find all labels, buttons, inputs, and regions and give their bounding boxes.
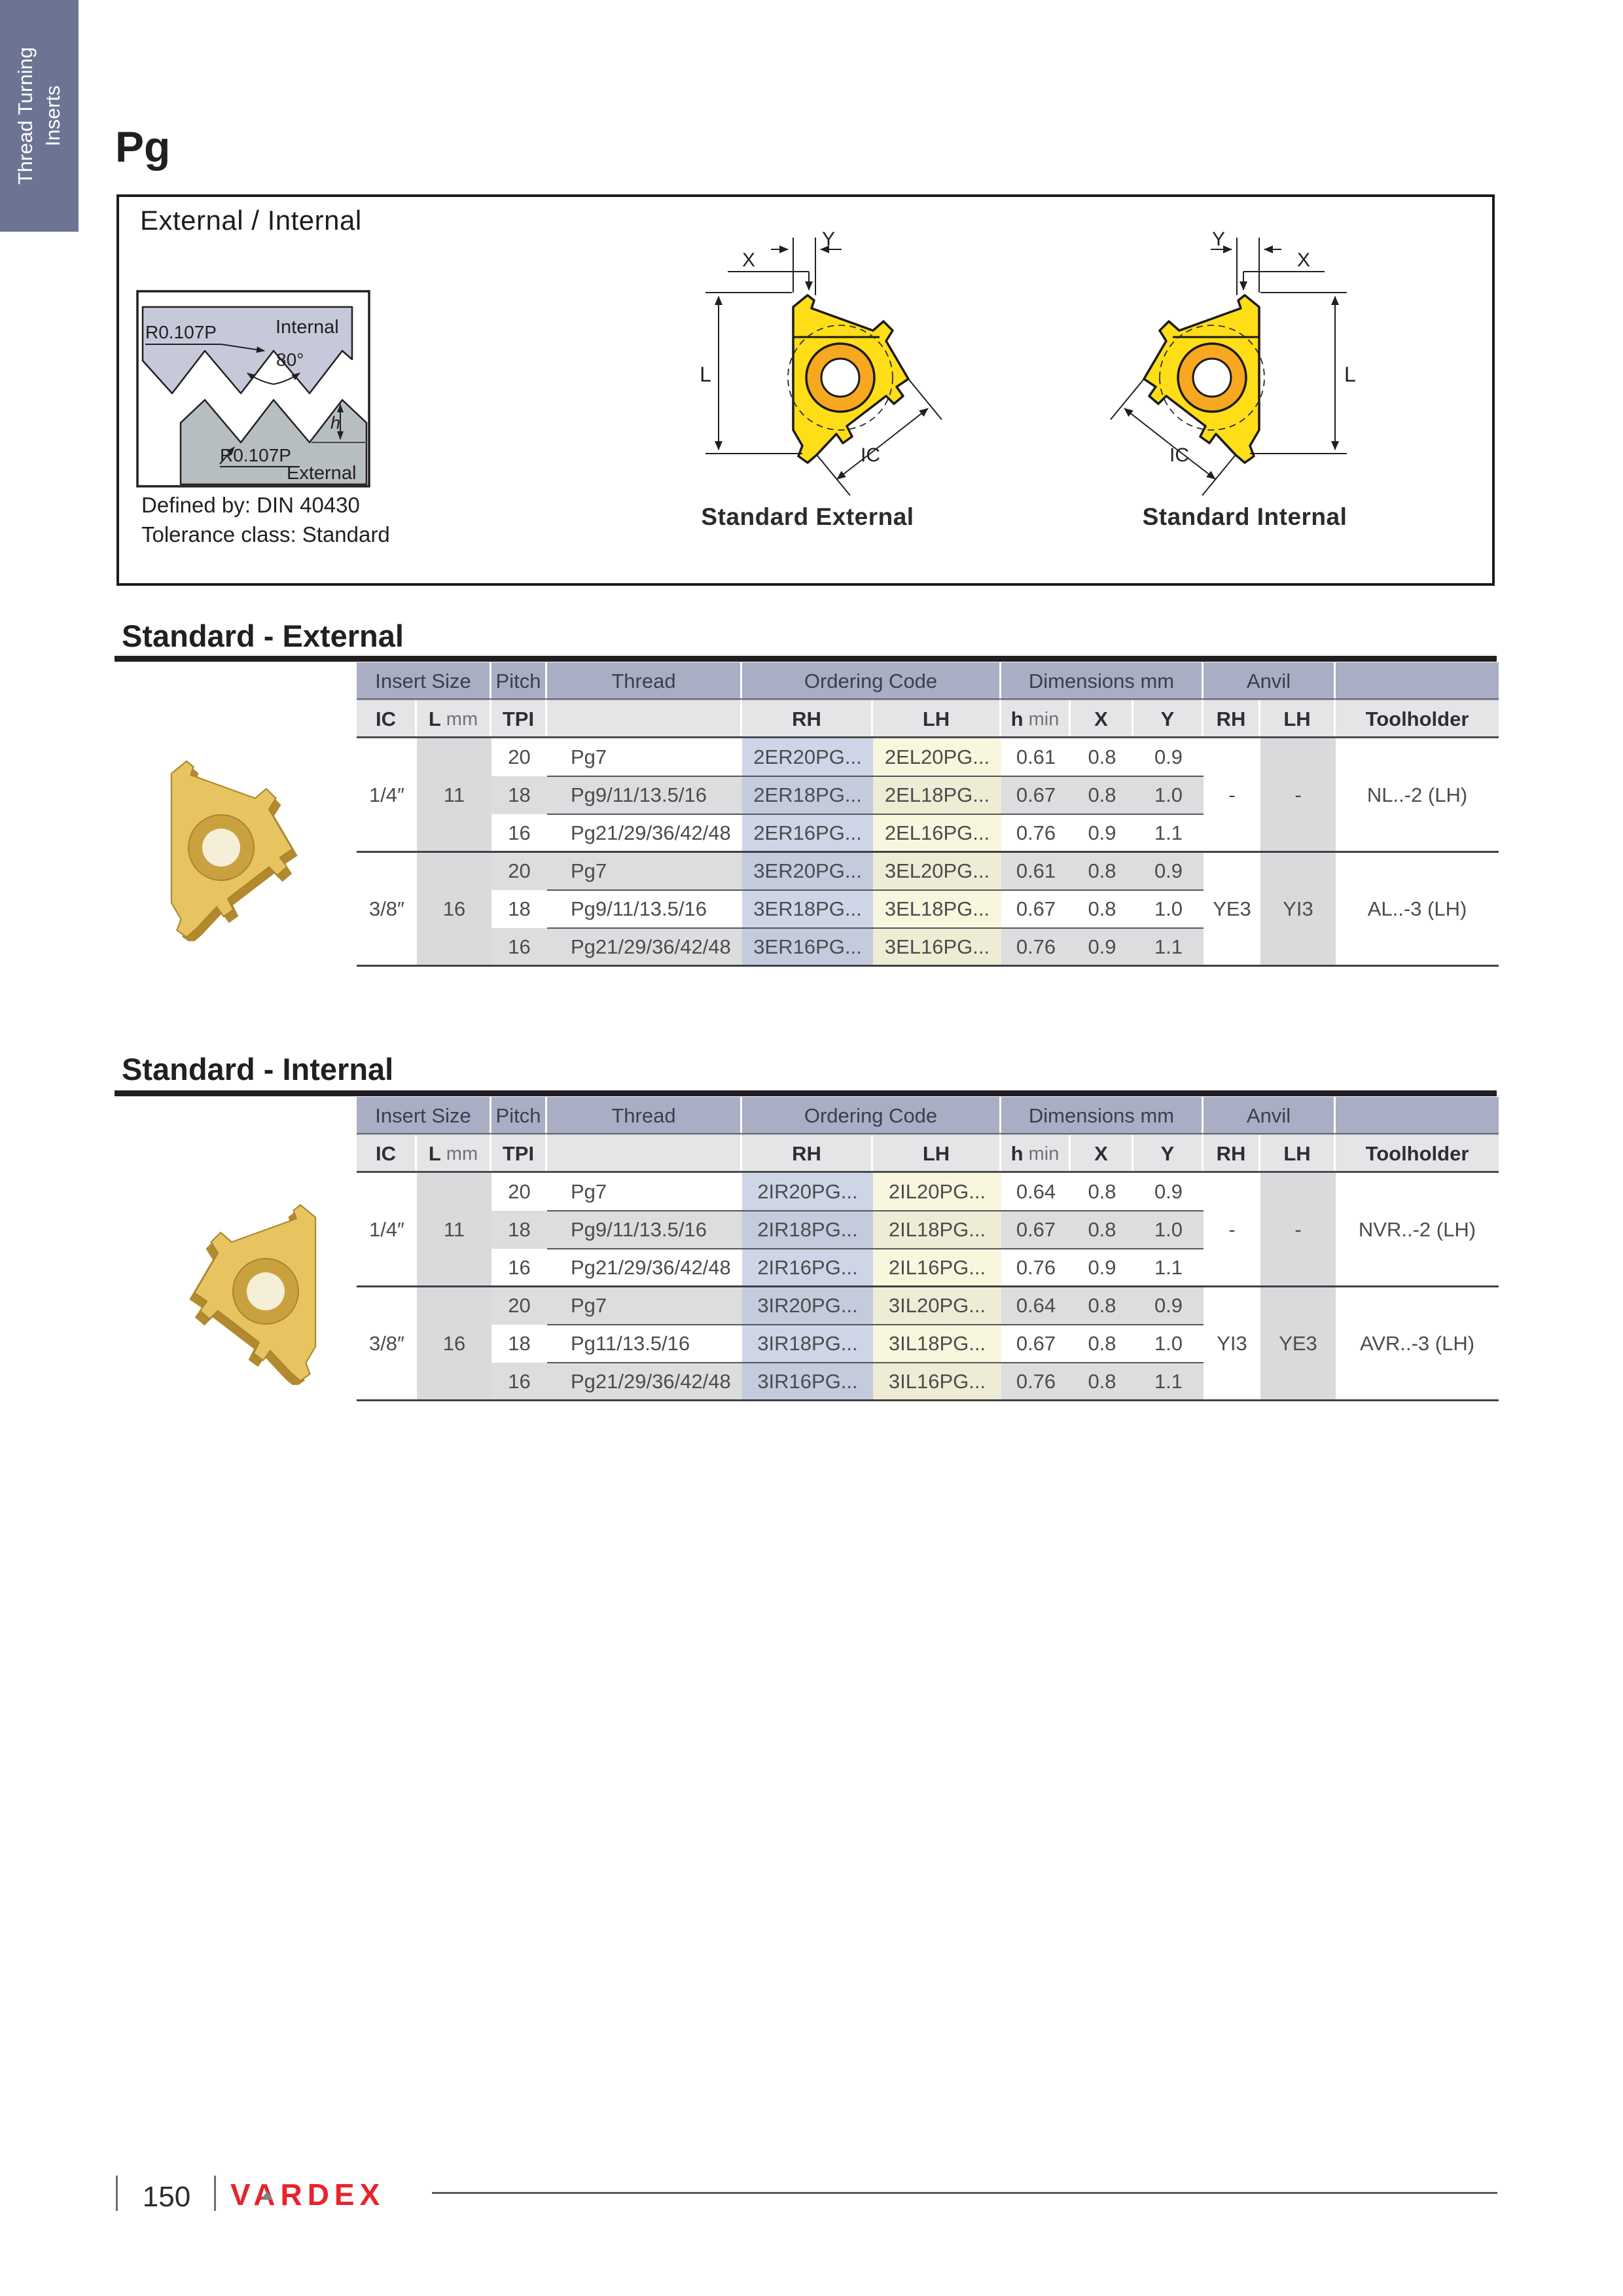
tpi-cell: 20 [491,1287,547,1325]
ordering-lh-cell: 2IL18PG... [873,1211,1001,1249]
thread-profile-diagram [136,290,370,488]
thread-cell: Pg9/11/13.5/16 [571,897,707,920]
internal-label: Internal [276,317,339,338]
ordering-lh-cell: 2IL20PG... [873,1173,1001,1211]
angle-label: 80° [276,350,304,370]
anvil-rh-cell: - [1228,1218,1236,1241]
ordering-rh-cell: 3IR18PG... [742,1325,873,1363]
standard-external-table [357,662,1499,967]
hmin-cell: 0.76 [1001,928,1071,966]
insert-photo-external [145,745,342,941]
y-cell: 1.0 [1154,897,1183,920]
subheader-x: X [1071,700,1133,738]
y-cell: 0.9 [1133,1287,1204,1325]
vardex-logo-triangle-icon [261,2191,273,2200]
section-title-external: Standard - External [122,619,404,653]
thread-cell: Pg7 [571,1180,607,1203]
thread-cell: Pg21/29/36/42/48 [547,928,742,966]
y-cell: 0.9 [1154,1180,1183,1203]
tpi-cell: 20 [508,1180,531,1203]
y-cell: 1.1 [1154,821,1183,844]
ordering-rh-cell: 2IR20PG... [742,1173,873,1211]
tpi-cell: 18 [491,1211,547,1249]
ordering-rh-cell: 2ER16PG... [742,814,873,852]
thread-cell: Pg9/11/13.5/16 [547,1211,742,1249]
header-insert-size: Insert Size [357,662,491,700]
toolholder-cell: NVR..-2 (LH) [1358,1218,1476,1241]
dim-l-label: L [700,363,711,386]
h-label: h [330,413,341,433]
ordering-rh-cell: 2IR16PG... [742,1249,873,1287]
l-cell: 11 [417,1173,491,1287]
toolholder-cell: NL..-2 (LH) [1366,783,1468,806]
ordering-lh-cell: 2EL18PG... [873,776,1001,814]
tolerance-class: Tolerance class: Standard [141,522,390,547]
subheader-hmin: h min [1001,1135,1071,1173]
dim-ic-label: IC [861,444,880,466]
dim-x-label: X [741,249,756,271]
subheader-lh: LH [873,700,1001,738]
hmin-cell: 0.76 [1001,1363,1071,1401]
thread-cell: Pg9/11/13.5/16 [547,776,742,814]
section-rule [115,656,1497,662]
dim-y-label: Y [822,230,836,250]
ordering-rh-cell: 3ER18PG... [742,890,873,928]
tpi-cell: 20 [508,745,531,768]
subheader-blank [547,1135,742,1173]
subheader-x: X [1071,1135,1133,1173]
sidebar-line2: Inserts [41,85,64,147]
hmin-cell: 0.64 [1001,1287,1071,1325]
sidebar-tab [0,0,79,232]
radius-bottom-label: R0.107P [220,445,291,465]
dim-x-label: X [1296,249,1311,271]
insert-hole [1193,359,1231,397]
dim-l-label: L [1344,363,1356,386]
anvil-lh-cell: YI3 [1260,852,1336,966]
subheader-l: L mm [417,700,491,738]
subheader-anvil-lh: LH [1260,700,1336,738]
standard-internal-diagram [1088,230,1402,501]
y-cell: 1.0 [1133,776,1204,814]
header-thread: Thread [547,1097,742,1135]
subheader-y: Y [1133,700,1204,738]
external-label: External [287,463,357,484]
subheader-toolholder: Toolholder [1336,1135,1499,1173]
ordering-rh-cell: 3IR16PG... [742,1363,873,1401]
x-cell: 0.8 [1071,852,1133,890]
section-rule [115,1090,1497,1096]
ic-cell: 3/8″ [368,897,405,920]
ordering-lh-cell: 3EL20PG... [873,852,1001,890]
anvil-lh-cell: - [1260,738,1336,852]
insert-photo-internal [145,1189,342,1385]
footer-divider [116,2176,118,2211]
toolholder-cell: AVR..-3 (LH) [1359,1332,1475,1355]
x-cell: 0.8 [1071,1287,1133,1325]
subheader-l: L mm [417,1135,491,1173]
header-thread: Thread [547,662,742,700]
thread-cell: Pg21/29/36/42/48 [547,1363,742,1401]
subheader-anvil-rh: RH [1204,1135,1260,1173]
thread-cell: Pg7 [547,1287,742,1325]
defined-by: Defined by: DIN 40430 [141,493,360,517]
subheader-y: Y [1133,1135,1204,1173]
radius-top-label: R0.107P [145,322,217,342]
ordering-lh-cell: 2EL16PG... [873,814,1001,852]
subheader-tpi: TPI [491,700,547,738]
tpi-cell: 18 [508,897,531,920]
external-diagram-caption: Standard External [701,503,914,530]
subheader-ic: IC [357,700,417,738]
header-dimensions: Dimensions mm [1001,662,1204,700]
header-anvil: Anvil [1204,662,1336,700]
y-cell: 1.0 [1133,1211,1204,1249]
sidebar-tab-label [0,0,79,232]
subheader-rh: RH [742,1135,873,1173]
tpi-cell: 16 [508,1256,531,1279]
standard-external-diagram [651,230,965,501]
y-cell: 1.1 [1154,1256,1183,1279]
hmin-cell: 0.61 [1016,745,1056,768]
hmin-cell: 0.67 [1016,897,1056,920]
overview-box [116,194,1495,586]
thread-cell: Pg11/13.5/16 [571,1332,690,1355]
x-cell: 0.8 [1088,1180,1116,1203]
thread-cell: Pg21/29/36/42/48 [571,1256,731,1279]
tpi-cell: 20 [491,852,547,890]
header-ordering-code: Ordering Code [742,1097,1001,1135]
subheader-anvil-rh: RH [1204,700,1260,738]
hmin-cell: 0.67 [1016,1332,1056,1355]
ordering-rh-cell: 2ER18PG... [742,776,873,814]
x-cell: 0.9 [1088,821,1116,844]
header-insert-size: Insert Size [357,1097,491,1135]
dim-y-label: Y [1211,230,1225,250]
ordering-rh-cell: 2ER20PG... [742,738,873,776]
anvil-lh-cell: - [1260,1173,1336,1287]
y-cell: 1.1 [1133,1363,1204,1401]
toolholder-cell: AL..-3 (LH) [1367,897,1467,920]
ordering-lh-cell: 3IL20PG... [873,1287,1001,1325]
hmin-cell: 0.64 [1016,1180,1056,1203]
ordering-lh-cell: 2IL16PG... [873,1249,1001,1287]
y-cell: 1.1 [1133,928,1204,966]
tpi-cell: 18 [491,776,547,814]
insert-hole [821,359,859,397]
header-pitch: Pitch [491,1097,547,1135]
x-cell: 0.8 [1088,745,1116,768]
x-cell: 0.9 [1088,1256,1116,1279]
overview-title: External / Internal [140,205,362,236]
subheader-anvil-lh: LH [1260,1135,1336,1173]
anvil-rh-cell: YE3 [1213,897,1251,920]
hmin-cell: 0.76 [1016,821,1056,844]
ordering-lh-cell: 3IL16PG... [873,1363,1001,1401]
vardex-logo: VARDEX [230,2178,385,2212]
footer-rule [432,2192,1497,2194]
internal-diagram-caption: Standard Internal [1142,503,1347,530]
sidebar-line1: Thread Turning [14,46,37,185]
subheader-toolholder: Toolholder [1336,700,1499,738]
hmin-cell: 0.76 [1016,1256,1056,1279]
tpi-cell: 18 [508,1332,531,1355]
header-blank [1336,1097,1499,1135]
header-ordering-code: Ordering Code [742,662,1001,700]
anvil-lh-cell: YE3 [1260,1287,1336,1401]
anvil-rh-cell: YI3 [1217,1332,1247,1355]
x-cell: 0.8 [1071,1211,1133,1249]
page-number: 150 [142,2181,191,2213]
subheader-tpi: TPI [491,1135,547,1173]
header-blank [1336,662,1499,700]
hmin-cell: 0.67 [1001,1211,1071,1249]
thread-cell: Pg7 [571,745,607,768]
y-cell: 0.9 [1133,852,1204,890]
tpi-cell: 16 [508,821,531,844]
y-cell: 1.0 [1154,1332,1183,1355]
subheader-rh: RH [742,700,873,738]
section-title-internal: Standard - Internal [122,1052,394,1086]
tpi-cell: 16 [491,928,547,966]
y-cell: 0.9 [1154,745,1183,768]
ordering-lh-cell: 2EL20PG... [873,738,1001,776]
subheader-blank [547,700,742,738]
ordering-rh-cell: 3ER16PG... [742,928,873,966]
ordering-rh-cell: 3IR20PG... [742,1287,873,1325]
x-cell: 0.8 [1088,1332,1116,1355]
header-pitch: Pitch [491,662,547,700]
l-cell: 16 [417,1287,491,1401]
l-cell: 16 [417,852,491,966]
x-cell: 0.8 [1088,897,1116,920]
anvil-rh-cell: - [1228,783,1236,806]
thread-cell: Pg21/29/36/42/48 [571,821,731,844]
ordering-lh-cell: 3EL16PG... [873,928,1001,966]
tpi-cell: 16 [491,1363,547,1401]
thread-cell: Pg7 [547,852,742,890]
page-title: Pg [115,122,171,171]
ordering-lh-cell: 3IL18PG... [873,1325,1001,1363]
x-cell: 0.9 [1071,928,1133,966]
header-dimensions: Dimensions mm [1001,1097,1204,1135]
hmin-cell: 0.61 [1001,852,1071,890]
x-cell: 0.8 [1071,776,1133,814]
ic-cell: 3/8″ [368,1332,405,1355]
ordering-lh-cell: 3EL18PG... [873,890,1001,928]
standard-internal-table [357,1097,1499,1402]
ic-cell: 1/4″ [368,783,405,806]
x-cell: 0.8 [1071,1363,1133,1401]
hmin-cell: 0.67 [1001,776,1071,814]
ordering-rh-cell: 3ER20PG... [742,852,873,890]
ordering-rh-cell: 2IR18PG... [742,1211,873,1249]
l-cell: 11 [417,738,491,852]
header-anvil: Anvil [1204,1097,1336,1135]
ic-cell: 1/4″ [368,1218,405,1241]
dim-ic-label: IC [1169,444,1189,466]
subheader-hmin: h min [1001,700,1071,738]
footer-divider [214,2176,216,2211]
subheader-ic: IC [357,1135,417,1173]
subheader-lh: LH [873,1135,1001,1173]
